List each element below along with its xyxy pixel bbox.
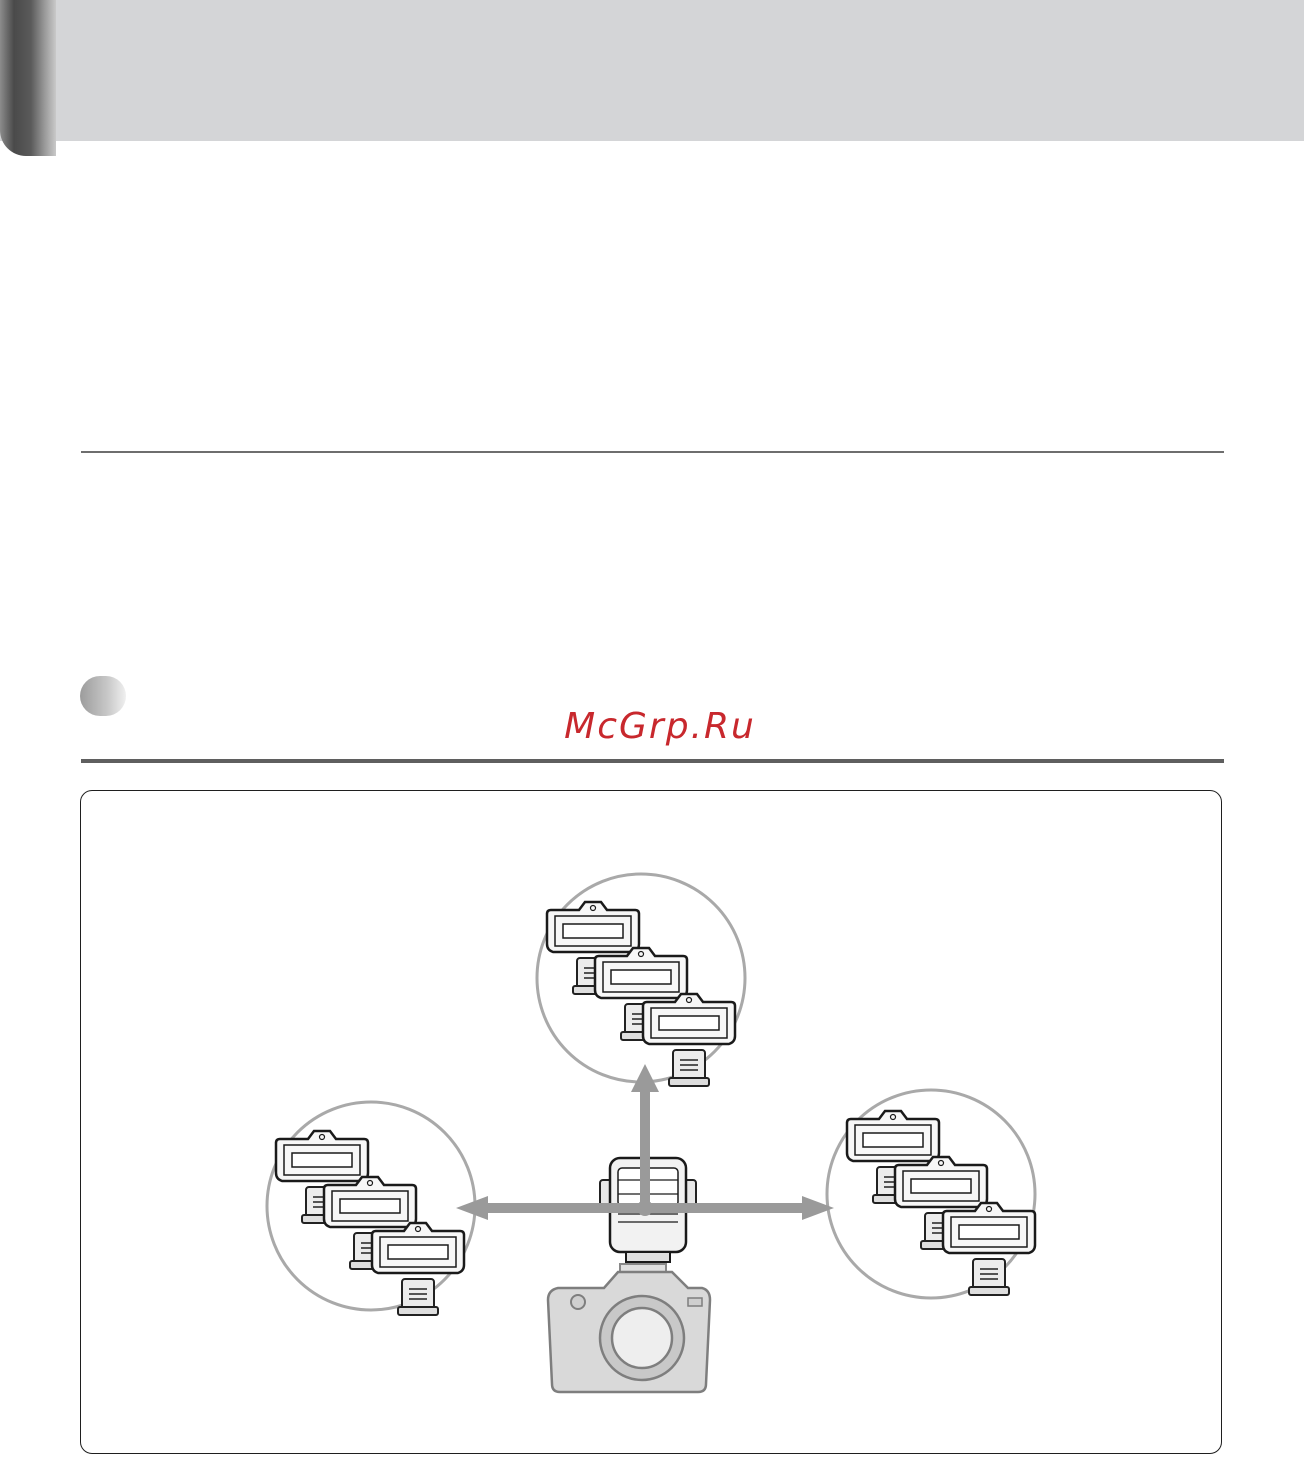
arrow-icon: [456, 1064, 834, 1220]
camera-icon: [548, 1264, 710, 1392]
watermark-text: McGrp.Ru: [564, 706, 756, 747]
